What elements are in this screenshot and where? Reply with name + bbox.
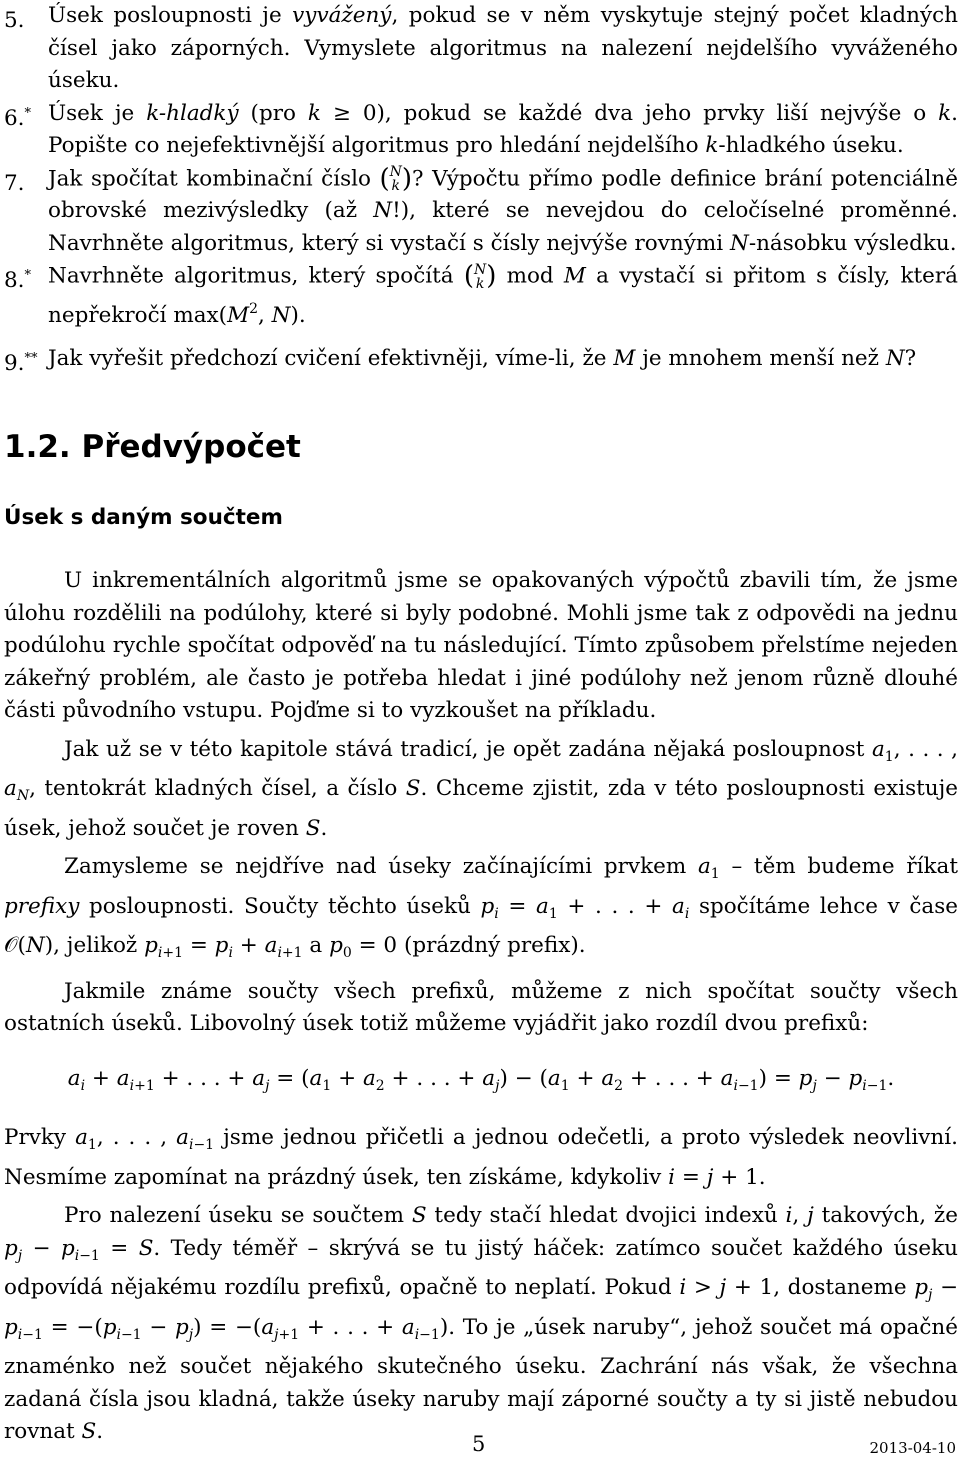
exercise-number: 5. [4,8,25,33]
exercise-number: 8.* [4,268,32,294]
paragraph: Zamysleme se nejdříve nad úseky začínajícími prvkem $a_1$ – těm budeme říkat prefixy posloupnosti. Součty těchto úseků $p_i = a_1$ + . . . + $a_i$ spočítáme lehce v čase 𝒪(N), jelikož $p_{i+1} = p_i + a_{i+1}$ a $p_0 = 0$ (prázdný prefix). [4,854,959,961]
subsection-heading: Úsek s daným součtem [4,505,283,530]
paragraph: U inkrementálních algoritmů jsme se opakovaných výpočtů zbavili tím, že jsme úlohu rozdělili na podúlohy, které si byly podobné. Mohli jsme tak z odpovědi na jednu podúlohu rychle spočítat odpověď na tu následující. Tímto způsobem přelstíme nejeden zákeřný problém, ale často je potřeba hledat i jiné podúlohy než jenom různě dlouhé části původního vstupu. Pojďme si to vyzkoušet na příkladu. [4,568,958,723]
section-heading: 1.2. Předvýpočet [4,429,301,465]
exercise-7: 7. Jak spočítat kombinační číslo ( N k )? Výpočtu přímo podle definice brání potenciálně obrovské mezivýsledky (až N!), které se nevejdou do celočíselné proměnné. Navrhněte algoritmus, který si vystačí s čísly nejvýše rovnými N-násobku výsledku. [4,163,958,256]
exercise-8: 8.* Navrhněte algoritmus, který spočítá ( N k ) mod M a vystačí si přitom s čísly, která nepřekročí $\max(M^2$, N). [4,261,959,328]
footer-date: 2013-04-10 [869,1439,956,1457]
exercise-number: 6.* [4,105,32,131]
paragraph: Prvky $a_1$, . . . , $a_{i-1}$ jsme jednou přičetli a jednou odečetli, a proto výsledek neovlivní. Nesmíme zapomínat na prázdný úsek, ten získáme, kdykoliv i = j + 1. [4,1125,958,1190]
exercise-number: 9.** [4,350,38,376]
page-number: 5 [472,1432,486,1456]
exercise-6: 6.* Úsek je k-hladký (pro k ≥ 0), pokud se každé dva jeho prvky liší nejvýše o k. Popište co nejefektivnější algoritmus pro hledání nejdelšího k-hladkého úseku. [4,98,958,163]
exercise-9: 9.** Jak vyřešit předchozí cvičení efektivněji, víme-li, že M je mnohem menší než N? [4,343,958,376]
exercise-list [4,0,958,375]
formula: $a_i + a_{i+1}$ + . . . + $a_j = (a_1 + a_2$ + . . . + $a_j) - (a_1 + a_2$ + . . . + $a_{i-1}) = p_j - p_{i-1}$. [67,1065,895,1094]
paragraph: Jakmile známe součty všech prefixů, můžeme z nich spočítat součty všech ostatních úseků. Libovolný úsek totiž můžeme vyjádřit jako rozdíl dvou prefixů: [4,978,958,1036]
exercise-5: 5. Úsek posloupnosti je vyvážený, pokud se v něm vyskytuje stejný počet kladných čísel jako záporných. Vymyslete algoritmus na nalezení nejdelšího vyváženého úseku. [4,0,958,98]
document-page [4,0,958,1449]
exercise-number: 7. [4,170,25,196]
paragraph: Pro nalezení úseku se součtem S tedy stačí hledat dvojici indexů i, j takových, že $p_j - p_{i-1} = S$. Tedy téměř – skrývá se tu jistý háček: zatímco součet každého úseku odpovídá nějakému rozdílu prefixů, opačně to neplatí. Pokud i > j + 1, dostaneme $p_j - p_{i-1} = -(p_{i-1} - p_j) = -(a_{j+1}$ + . . . + $a_{i-1}$). To je „úsek naruby“, jehož součet má opačné znaménko než součet nějakého skutečného úseku. Zachrání nás však, že všechna zadaná čísla jsou kladná, takže úseky naruby mají záporné součty a ty si jistě nebudou rovnat S. [4,1203,958,1444]
paragraph: Jak už se v této kapitole stává tradicí, je opět zadána nějaká posloupnost $a_1$, . . . , $a_N$, tentokrát kladných čísel, a číslo S. Chceme zjistit, zda v této posloupnosti existuje úsek, jehož součet je roven S. [4,736,958,841]
